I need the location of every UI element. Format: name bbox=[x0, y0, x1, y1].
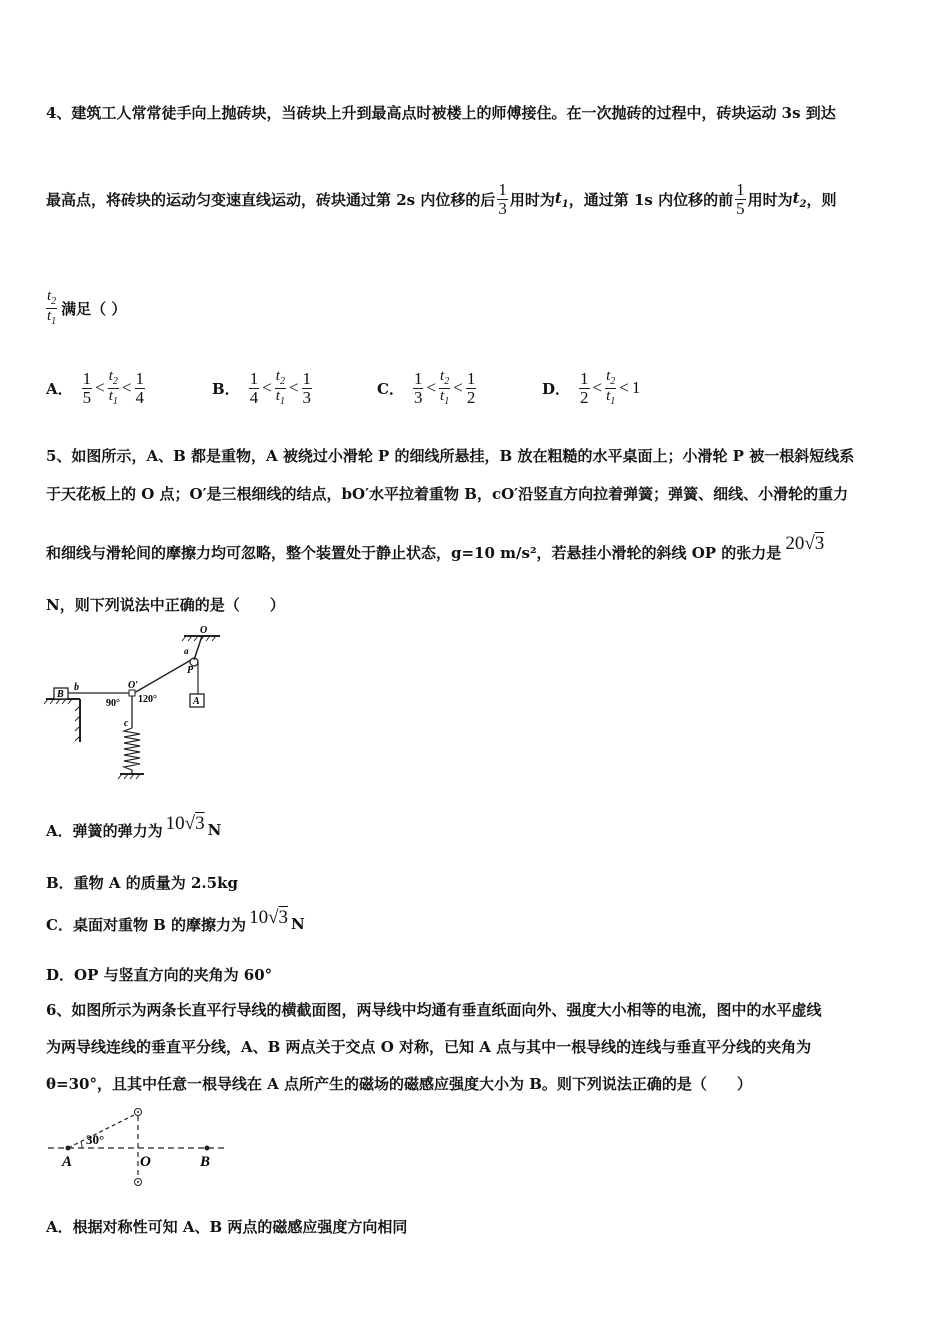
q4-options bbox=[0, 360, 950, 416]
option-label: B． bbox=[212, 379, 240, 398]
q4-line-2-b: 用时为 bbox=[509, 190, 555, 209]
wire-bottom bbox=[135, 1179, 142, 1186]
spring bbox=[124, 728, 140, 774]
q4-line-2-a: 最高点，将砖块的运动匀变速直线运动，砖块通过第 2s 内位移的后 bbox=[46, 190, 496, 209]
q6-line-2: 为两导线连线的垂直平分线，A、B 两点关于交点 O 对称，已知 A 点与其中一根导线的连线与垂直平分线的夹角为 bbox=[46, 1038, 812, 1056]
lower-bound: $\frac{1}{3}$ bbox=[413, 368, 423, 407]
less-than: < bbox=[592, 378, 603, 397]
q4-line-3-text: 满足（ ） bbox=[61, 299, 127, 318]
option-label: D． bbox=[542, 379, 571, 398]
label-a: a bbox=[184, 646, 189, 656]
q5-line-4: N，则下列说法中正确的是（ ） bbox=[46, 596, 285, 614]
ratio-t2-t1: $\frac{t_2}{t_1}$ bbox=[275, 368, 285, 407]
label-c: c bbox=[124, 718, 129, 729]
q5-option-c-value: 10√3 bbox=[249, 907, 288, 928]
less-than: < bbox=[95, 378, 105, 397]
q5-line-3-text: 和细线与滑轮间的摩擦力均可忽略，整个装置处于静止状态，g=10 m/s²，若悬挂小滑轮的斜线 OP 的张力是 bbox=[46, 543, 782, 562]
q5-option-a-unit: N bbox=[207, 821, 222, 839]
wire-top bbox=[135, 1109, 142, 1116]
q4-line-2-c: ，通过第 1s 内位移的前 bbox=[568, 190, 734, 209]
q5-option-a[interactable] bbox=[46, 812, 221, 848]
q6-line-3: θ=30°，且其中任意一根导线在 A 点所产生的磁场的磁感应强度大小为 B。则下列说法正确的是（ ） bbox=[46, 1075, 752, 1093]
label-A: A bbox=[193, 696, 200, 707]
q5-option-d[interactable]: D．OP 与竖直方向的夹角为 60° bbox=[46, 966, 273, 984]
label-O: O bbox=[200, 625, 208, 636]
label-A: A bbox=[62, 1154, 73, 1170]
less-than: < bbox=[426, 378, 437, 397]
label-B: B bbox=[200, 1154, 211, 1170]
q5-option-a-value: 10√3 bbox=[165, 813, 205, 834]
q5-op-tension-value: 20√3 bbox=[785, 533, 825, 554]
q4-line-2-e: ，则 bbox=[806, 190, 837, 209]
option-label: C． bbox=[377, 379, 404, 398]
angle-arc bbox=[81, 1142, 82, 1148]
upper-bound: $\frac{1}{2}$ bbox=[466, 368, 476, 407]
less-than: < bbox=[121, 378, 132, 397]
lower-bound: $\frac{1}{5}$ bbox=[82, 368, 92, 407]
ratio-t2-t1: $\frac{t_2}{t_1}$ bbox=[108, 368, 118, 407]
q4-fraction-one-third: $\frac{1}{3}$ bbox=[498, 179, 507, 218]
q4-t2: $t_2$ bbox=[792, 188, 807, 210]
upper-bound: 1 bbox=[631, 378, 641, 397]
upper-bound: $\frac{1}{4}$ bbox=[135, 368, 144, 407]
label-120-degrees: 120° bbox=[138, 694, 157, 705]
less-than: < bbox=[262, 378, 272, 397]
ratio-t2-t1: $\frac{t_2}{t_1}$ bbox=[440, 368, 450, 407]
q4-option-b[interactable] bbox=[212, 360, 315, 416]
q5-line-3 bbox=[46, 532, 824, 572]
q5-line-1: 5、如图所示，A、B 都是重物，A 被绕过小滑轮 P 的细线所悬挂，B 放在粗糙的水平桌面上；小滑轮 P 被一根斜短线系 bbox=[46, 447, 855, 465]
label-b: b bbox=[74, 682, 79, 693]
lower-bound: $\frac{1}{2}$ bbox=[580, 368, 589, 407]
q4-ratio-t2-t1: $\frac{t_2}{t_1}$ bbox=[47, 288, 57, 327]
ratio-t2-t1: $\frac{t_2}{t_1}$ bbox=[606, 368, 616, 407]
label-90-degrees: 90° bbox=[106, 698, 120, 709]
q4-fraction-one-fifth: $\frac{1}{5}$ bbox=[736, 179, 745, 218]
q6-line-1: 6、如图所示为两条长直平行导线的横截面图，两导线中均通有垂直纸面向外、强度大小相等的电流，图中的水平虚线 bbox=[46, 1001, 822, 1019]
label-B: B bbox=[57, 689, 64, 700]
q6-option-a[interactable]: A．根据对称性可知 A、B 两点的磁感应强度方向相同 bbox=[46, 1218, 408, 1236]
label-30-degrees: 30° bbox=[86, 1132, 105, 1147]
upper-bound: $\frac{1}{3}$ bbox=[302, 368, 312, 407]
label-P: P bbox=[187, 665, 194, 676]
q4-option-d[interactable] bbox=[542, 360, 640, 416]
q5-option-c-text: C．桌面对重物 B 的摩擦力为 bbox=[46, 915, 247, 934]
option-label: A． bbox=[46, 379, 73, 398]
q4-option-a[interactable] bbox=[46, 360, 148, 416]
q5-option-c[interactable] bbox=[46, 906, 305, 942]
less-than: < bbox=[619, 378, 629, 397]
q4-line-1: 4、建筑工人常常徒手向上抛砖块，当砖块上升到最高点时被楼上的师傅接住。在一次抛砖的过程中，砖块运动 3s 到达 bbox=[46, 104, 836, 122]
less-than: < bbox=[288, 378, 299, 397]
q4-line-2 bbox=[46, 164, 837, 234]
q5-pulley-figure bbox=[44, 622, 234, 786]
q5-option-c-unit: N bbox=[291, 915, 305, 933]
lower-bound: $\frac{1}{4}$ bbox=[249, 368, 259, 407]
q5-option-b[interactable]: B．重物 A 的质量为 2.5kg bbox=[46, 874, 238, 892]
q5-option-a-text: A．弹簧的弹力为 bbox=[46, 821, 163, 840]
point-A bbox=[66, 1146, 71, 1151]
label-O: O bbox=[140, 1154, 151, 1170]
q4-line-2-d: 用时为 bbox=[747, 190, 793, 209]
q4-t1: $t_1$ bbox=[554, 188, 569, 210]
q6-wires-figure bbox=[44, 1104, 234, 1190]
label-O-prime: O′ bbox=[128, 680, 139, 691]
q5-line-2: 于天花板上的 O 点；O′是三根细线的结点，bO′水平拉着重物 B，cO′沿竖直方向拉着弹簧；弹簧、细线、小滑轮的重力 bbox=[46, 485, 849, 503]
table-hatch bbox=[44, 699, 80, 741]
q4-option-c[interactable] bbox=[377, 360, 479, 416]
line-O-prime-P bbox=[134, 660, 191, 693]
q4-line-3 bbox=[46, 278, 126, 338]
point-B bbox=[205, 1146, 210, 1151]
less-than: < bbox=[453, 378, 463, 397]
